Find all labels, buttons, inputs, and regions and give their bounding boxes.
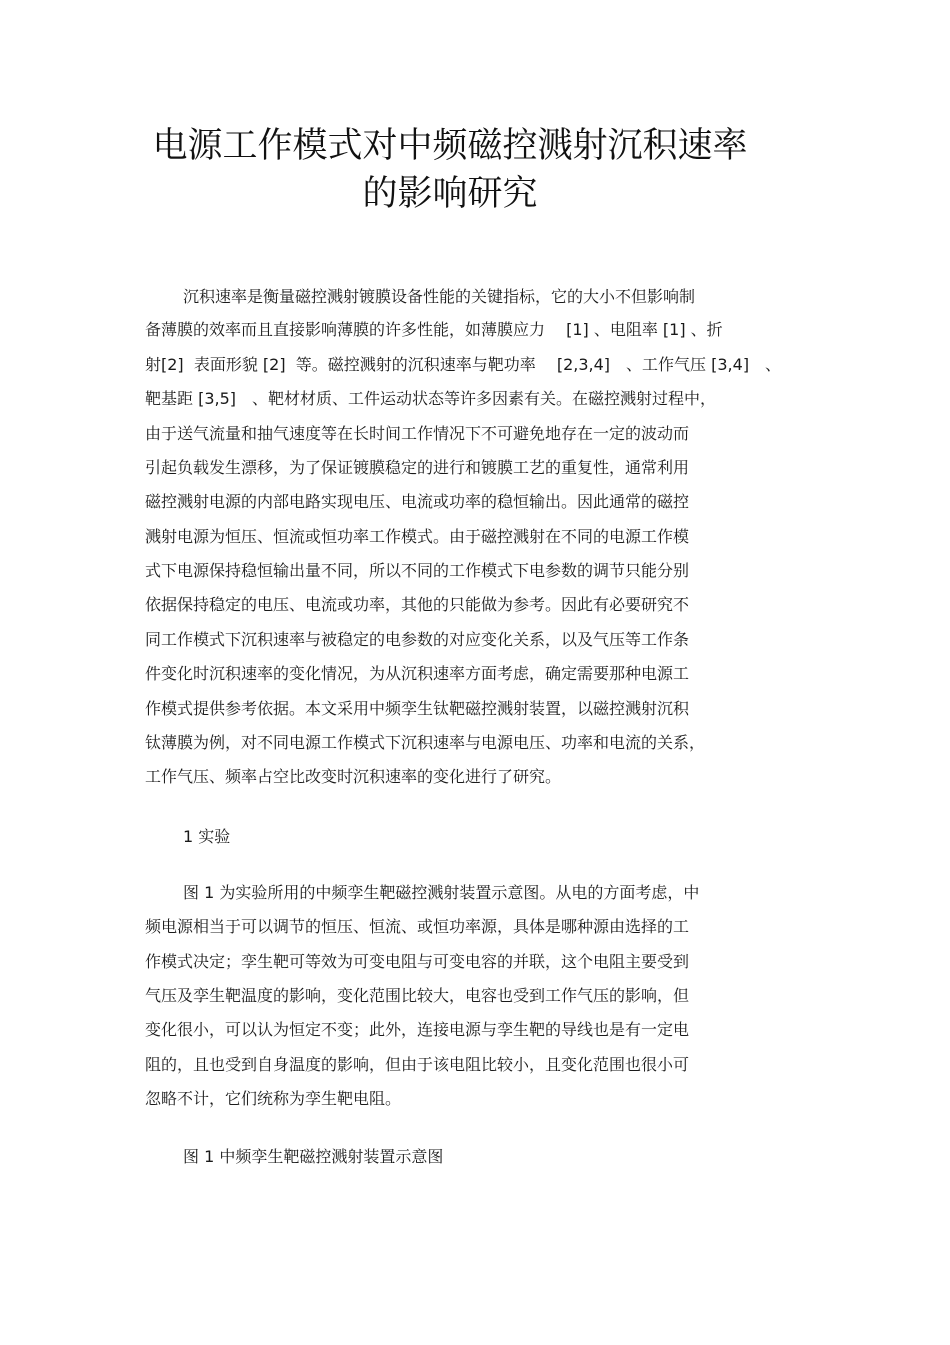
section-heading: 1 实验 xyxy=(183,827,231,846)
intro-line: 同工作模式下沉积速率与被稳定的电参数的对应变化关系，以及气压等工作条 xyxy=(145,630,690,649)
intro-line: 作模式提供参考依据。本文采用中频孪生钛靶磁控溅射装置，以磁控溅射沉积 xyxy=(145,699,690,718)
figure-caption: 图 1 中频孪生靶磁控溅射装置示意图 xyxy=(183,1147,444,1166)
intro-line: 式下电源保持稳恒输出量不同，所以不同的工作模式下电参数的调节只能分别 xyxy=(145,561,690,580)
intro-line: 依据保持稳定的电压、电流或功率，其他的只能做为参考。因此有必要研究不 xyxy=(145,595,690,614)
paper-title-line-1: 电源工作模式对中频磁控溅射沉积速率 xyxy=(152,126,748,166)
section-line: 图 1 为实验所用的中频孪生靶磁控溅射装置示意图。从电的方面考虑，中 xyxy=(183,883,700,902)
intro-line: 引起负载发生漂移，为了保证镀膜稳定的进行和镀膜工艺的重复性，通常利用 xyxy=(145,458,690,477)
section-line: 气压及孪生靶温度的影响，变化范围比较大，电容也受到工作气压的影响，但 xyxy=(145,986,690,1005)
intro-line: 溅射电源为恒压、恒流或恒功率工作模式。由于磁控溅射在不同的电源工作模 xyxy=(145,527,690,546)
section-line: 频电源相当于可以调节的恒压、恒流、或恒功率源，具体是哪种源由选择的工 xyxy=(145,917,690,936)
section-line: 忽略不计，它们统称为孪生靶电阻。 xyxy=(145,1089,402,1108)
intro-line: 工作气压、频率占空比改变时沉积速率的变化进行了研究。 xyxy=(145,767,562,786)
section-line: 作模式决定；孪生靶可等效为可变电阻与可变电容的并联，这个电阻主要受到 xyxy=(145,952,690,971)
intro-line: 靶基距 [3,5] 、靶材材质、工件运动状态等许多因素有关。在磁控溅射过程中， xyxy=(145,389,717,408)
section-line: 变化很小，可以认为恒定不变；此外，连接电源与孪生靶的导线也是有一定电 xyxy=(145,1020,690,1039)
intro-line: 磁控溅射电源的内部电路实现电压、电流或功率的稳恒输出。因此通常的磁控 xyxy=(145,492,690,511)
intro-line: 备薄膜的效率而且直接影响薄膜的许多性能，如薄膜应力 [1] 、电阻率 [1] 、折 xyxy=(145,320,723,339)
intro-line: 射[2] 表面形貌 [2] 等。磁控溅射的沉积速率与靶功率 [2,3,4] 、工作气压 [3,4] 、 xyxy=(145,355,782,374)
section-line: 阻的，且也受到自身温度的影响，但由于该电阻比较小，且变化范围也很小可 xyxy=(145,1055,690,1074)
intro-line: 钛薄膜为例，对不同电源工作模式下沉积速率与电源电压、功率和电流的关系， xyxy=(145,733,706,752)
intro-line: 由于送气流量和抽气速度等在长时间工作情况下不可避免地存在一定的波动而 xyxy=(145,424,690,443)
intro-line: 件变化时沉积速率的变化情况，为从沉积速率方面考虑，确定需要那种电源工 xyxy=(145,664,690,683)
paper-title-line-2: 的影响研究 xyxy=(362,174,538,214)
intro-line: 沉积速率是衡量磁控溅射镀膜设备性能的关键指标，它的大小不但影响制 xyxy=(183,287,696,306)
